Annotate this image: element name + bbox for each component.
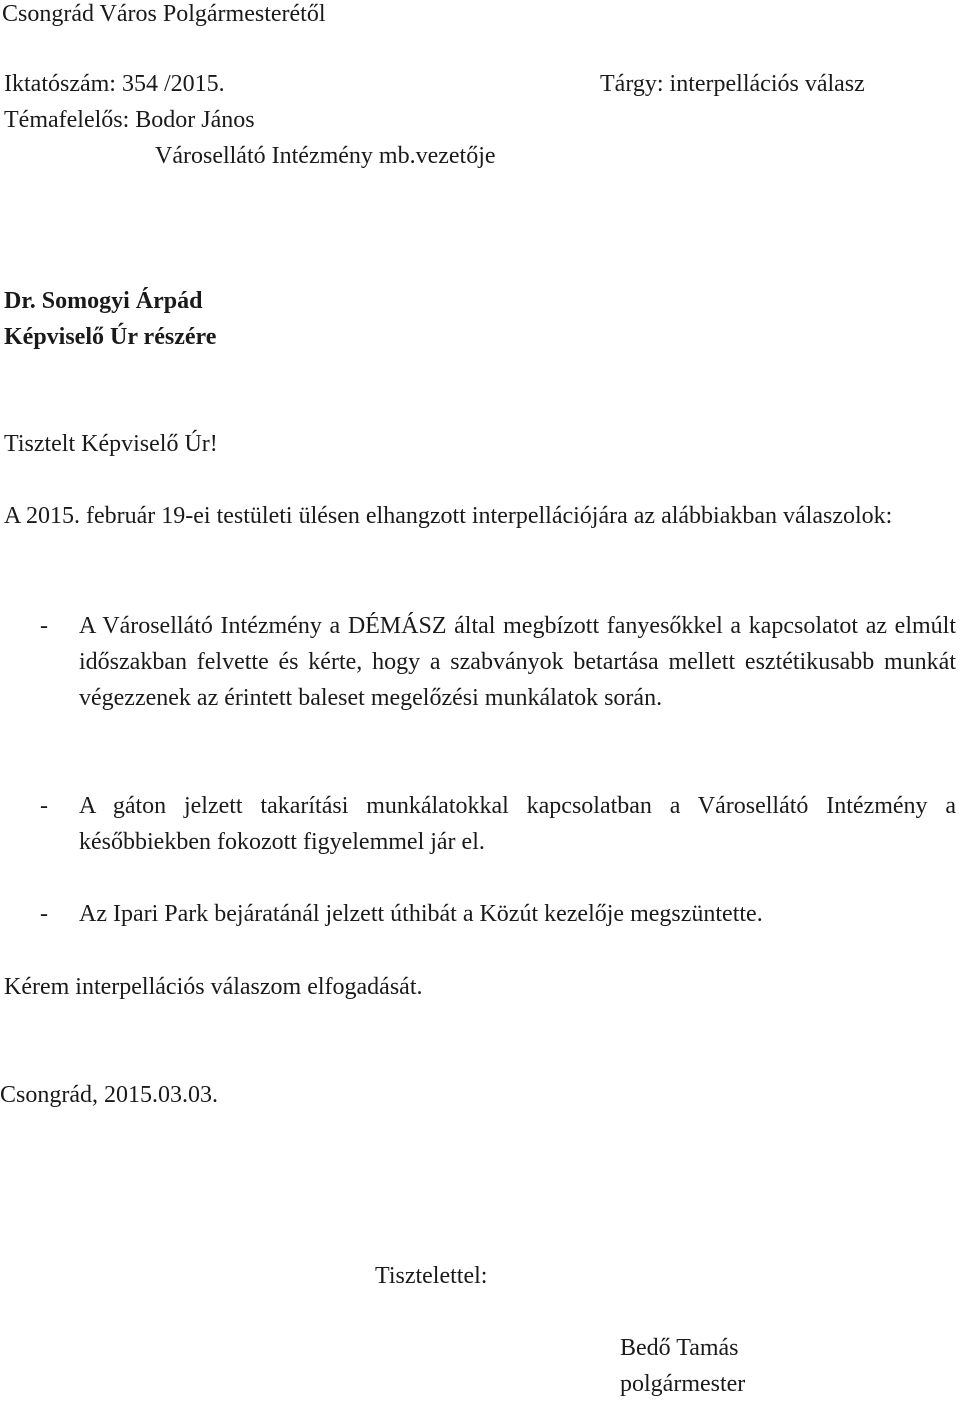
place-date: Csongrád, 2015.03.03. [0,1082,218,1108]
signatory-title: polgármester [620,1371,746,1397]
list-item-text: Az Ipari Park bejáratánál jelzett úthibát a Közút kezelője megszüntette. [79,901,763,927]
list-dash: - [40,613,48,639]
recipient-title: Képviselő Úr részére [4,324,217,350]
reference-number: Iktatószám: 354 /2015. [4,71,225,97]
intro-paragraph: A 2015. február 19-ei testületi ülésen elhangzott interpellációjára az alábbiakban válaszolok: [4,503,893,529]
responsible-person: Témafelelős: Bodor János [4,107,255,133]
signatory-name: Bedő Tamás [620,1335,739,1361]
list-item-text: A gáton jelzett takarítási munkálatokkal kapcsolatban a Városellátó Intézmény a későbbiekben fokozott figyelemmel jár el. [79,793,956,855]
closing-line: Tisztelettel: [375,1263,488,1289]
list-dash: - [40,901,48,927]
sender-line: Csongrád Város Polgármesterétől [2,1,326,27]
responsible-title: Városellátó Intézmény mb.vezetője [155,143,496,169]
salutation: Tisztelt Képviselő Úr! [4,431,218,457]
request-line: Kérem interpellációs válaszom elfogadását. [4,974,423,1000]
subject-line: Tárgy: interpellációs válasz [600,71,865,97]
list-dash: - [40,793,48,819]
recipient-name: Dr. Somogyi Árpád [4,288,203,314]
list-item-text: A Városellátó Intézmény a DÉMÁSZ által megbízott fanyesőkkel a kapcsolatot az elmúlt időszakban felvette és kérte, hogy a szabványok betartása mellett esztétikusabb munkát végezzenek az érintett baleset megelőzési munkálatok során. [79,613,956,711]
